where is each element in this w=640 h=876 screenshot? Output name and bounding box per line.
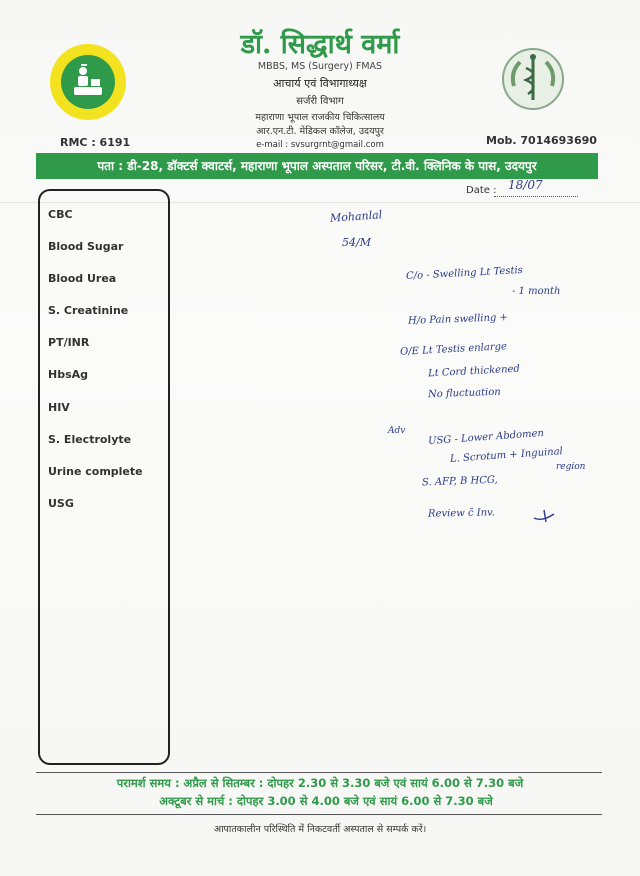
- test-item: USG: [48, 497, 74, 510]
- department: सर्जरी विभाग: [296, 96, 344, 107]
- test-item: Urine complete: [48, 465, 143, 478]
- date-line: [494, 196, 578, 197]
- test-item: HbsAg: [48, 368, 89, 381]
- advice-line: USG - Lower Abdomen: [427, 427, 545, 448]
- exam-line: O/E Lt Testis enlarge: [399, 341, 508, 358]
- emergency-note: आपातकालीन परिस्थिति में निकटवर्ती अस्पताल से सम्पर्क करें।: [213, 824, 427, 835]
- exam-line: Lt Cord thickened: [427, 363, 521, 380]
- patient-name: Mohanlal: [329, 208, 383, 225]
- signature-mark-icon: [530, 506, 558, 524]
- footer-rule-bottom: [36, 814, 602, 815]
- complaint-line: C/o - Swelling Lt Testis: [405, 264, 524, 283]
- date-value: 18/07: [508, 178, 543, 192]
- footer-rule-top: [36, 772, 602, 773]
- qualification: MBBS, MS (Surgery) FMAS: [257, 61, 383, 72]
- designation: आचार्य एवं विभागाध्यक्ष: [273, 77, 367, 90]
- date-label: Date :: [466, 185, 497, 196]
- advice-label: Adv: [388, 426, 406, 436]
- test-item: CBC: [48, 208, 73, 221]
- test-item: S. Creatinine: [48, 304, 129, 317]
- test-item: Blood Sugar: [48, 240, 124, 253]
- exam-line: No fluctuation: [427, 386, 501, 401]
- mobile-number: Mob. 7014693690: [486, 134, 597, 147]
- advice-line: S. AFP, B HCG,: [421, 474, 498, 489]
- advice-line: region: [556, 462, 586, 472]
- hospital-name: महाराणा भूपाल राजकीय चिकित्सालय: [255, 112, 385, 123]
- complaint-duration: - 1 month: [512, 286, 561, 297]
- test-item: PT/INR: [48, 336, 90, 349]
- test-item: HIV: [48, 401, 70, 414]
- advice-line: L. Scrotum + Inguinal: [449, 446, 564, 465]
- rmc-number: RMC : 6191: [60, 136, 131, 149]
- history-line: H/o Pain swelling +: [407, 312, 509, 327]
- consultation-timing-summer: परामर्श समय : अप्रैल से सितम्बर : दोपहर 2.30 से 3.30 बजे एवं सायं 6.00 से 7.30 बजे: [116, 776, 524, 790]
- doctor-name: डॉ. सिद्धार्थ वर्मा: [240, 29, 400, 60]
- email: e-mail : svsurgrnt@gmail.com: [256, 140, 384, 150]
- address-bar: पता : डी-28, डॉक्टर्स क्वाटर्स, महाराणा भूपाल अस्पताल परिसर, टी.वी. क्लिनिक के पास, उदयपुर: [36, 153, 598, 179]
- advice-line: Review c̄ Inv.: [427, 507, 495, 520]
- test-item: Blood Urea: [48, 272, 117, 285]
- consultation-timing-winter: अक्टूबर से मार्च : दोपहर 3.00 से 4.00 बजे एवं सायं 6.00 से 7.30 बजे: [159, 794, 493, 808]
- college-name: आर.एन.टी. मेडिकल कॉलेज, उदयपुर: [256, 126, 384, 137]
- patient-age-sex: 54/M: [342, 236, 371, 249]
- test-item: S. Electrolyte: [48, 433, 132, 446]
